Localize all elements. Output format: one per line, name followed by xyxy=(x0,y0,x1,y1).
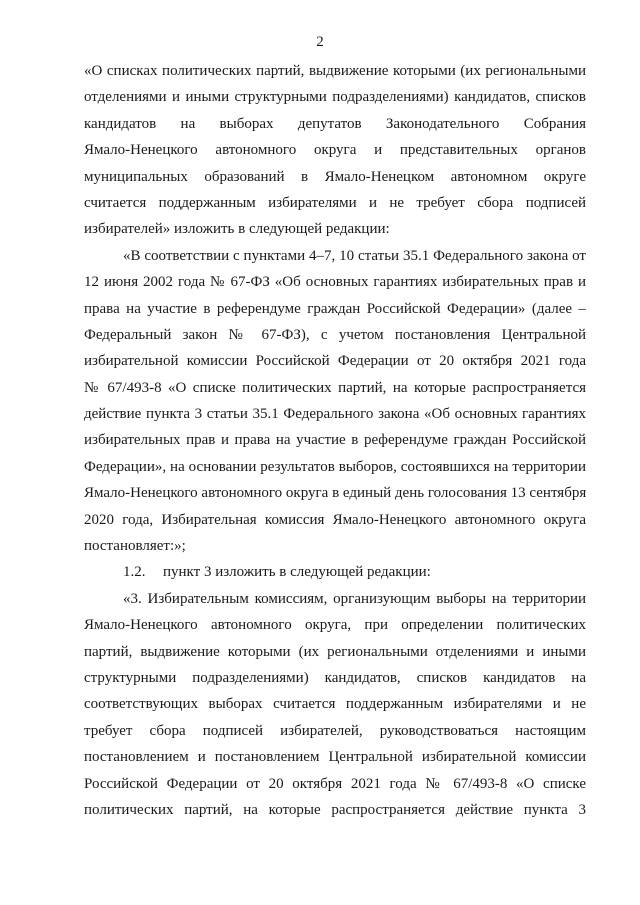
text-line: считается поддержанным избирателями и не требует сбора подписей xyxy=(84,194,586,211)
text-line: избирателей» изложить в следующей редакции: xyxy=(84,221,390,238)
list-item-heading xyxy=(84,559,586,585)
item-number: 1.2. xyxy=(123,564,146,581)
text-line: Ямало-Ненецкого автономного округа и представительных органов xyxy=(84,142,586,159)
page-number: 2 xyxy=(316,34,324,50)
text-line: № 67/493-8 «О списке политических партий, на которые распространяется xyxy=(84,379,586,396)
text-line: политических партий, на которые распространяется действие пункта 3 xyxy=(84,801,586,818)
text-line: пункт 3 изложить в следующей редакции: xyxy=(163,564,431,581)
text-line: «О списках политических партий, выдвижение которыми (их региональными xyxy=(84,63,586,79)
text-line: постановлением и постановлением Центральной избирательной комиссии xyxy=(84,749,586,766)
text-line: Ямало-Ненецкого автономного округа, при определении политических xyxy=(84,617,586,634)
text-line: «В соответствии с пунктами 4–7, 10 статьи 35.1 Федерального закона от xyxy=(123,247,586,264)
text-line: требует сбора подписей избирателей, руководствоваться настоящим xyxy=(84,722,586,739)
text-line: действие пункта 3 статьи 35.1 Федерального закона «Об основных гарантиях xyxy=(84,406,586,423)
text-line: структурными подразделениями) кандидатов, списков кандидатов на xyxy=(84,669,586,686)
text-line: Российской Федерации от 20 октября 2021 года № 67/493-8 «О списке xyxy=(84,775,586,792)
text-line: Ямало-Ненецкого автономного округа в единый день голосования 13 сентября xyxy=(84,485,587,502)
text-line: права на участие в референдуме граждан Российской Федерации» (далее – xyxy=(84,300,586,317)
text-line: постановляет:»; xyxy=(84,538,186,555)
text-line: 2020 года, Избирательная комиссия Ямало-Ненецкого автономного округа xyxy=(84,511,586,528)
document-body xyxy=(84,58,586,823)
text-line: муниципальных образований в Ямало-Ненецком автономном округе xyxy=(84,168,586,185)
text-line: партий, выдвижение которыми (их региональными отделениями и иными xyxy=(84,643,586,660)
text-line: избирательной комиссии Российской Федерации от 20 октября 2021 года xyxy=(84,353,586,370)
text-line: отделениями и иными структурными подразделениями) кандидатов, списков xyxy=(84,89,586,106)
text-line: «3. Избирательным комиссиям, организующим выборы на территории xyxy=(123,590,586,607)
text-line: Федеральный закон № 67-ФЗ), с учетом постановления Центральной xyxy=(84,326,586,343)
text-line: Федерации», на основании результатов выборов, состоявшихся на территории xyxy=(84,458,586,475)
text-line: соответствующих выборах считается поддержанным избирателями и не xyxy=(84,696,586,713)
text-line: избирательных прав и права на участие в референдуме граждан Российской xyxy=(84,432,586,449)
text-line: 12 июня 2002 года № 67-ФЗ «Об основных гарантиях избирательных прав и xyxy=(84,274,586,291)
text-line: кандидатов на выборах депутатов Законодательного Собрания xyxy=(84,115,586,132)
